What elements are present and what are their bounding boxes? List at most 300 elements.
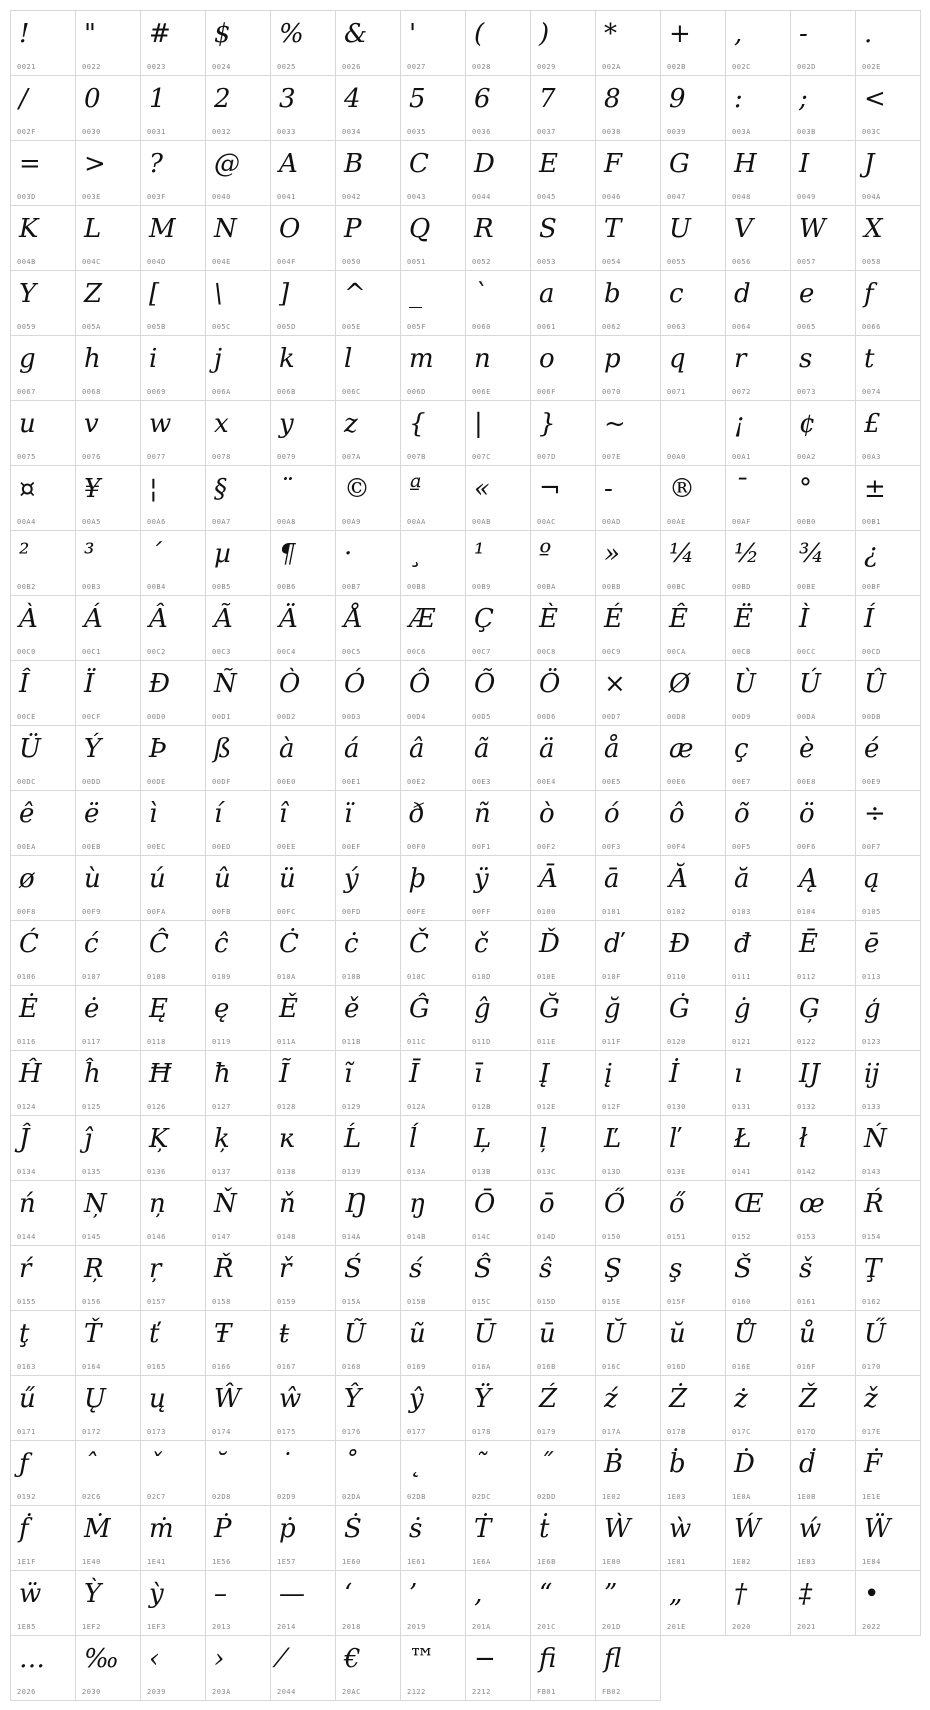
glyph-codepoint: 00F2	[537, 843, 556, 851]
glyph-character: H	[734, 149, 757, 179]
glyph-codepoint: 00FF	[472, 908, 491, 916]
glyph-character: Ż	[669, 1384, 688, 1414]
glyph-character: Ũ	[344, 1319, 366, 1349]
glyph-character: Ħ	[149, 1059, 172, 1089]
glyph-codepoint: 00C6	[407, 648, 426, 656]
glyph-character: 8	[604, 84, 621, 114]
glyph-character: ś	[409, 1254, 423, 1284]
glyph-character: Ų	[84, 1384, 106, 1414]
glyph-codepoint: 02C7	[147, 1493, 166, 1501]
glyph-cell	[466, 986, 531, 1051]
glyph-codepoint: 0141	[732, 1168, 751, 1176]
glyph-cell	[141, 206, 206, 271]
glyph-codepoint: 0049	[797, 193, 816, 201]
glyph-codepoint: 005E	[342, 323, 361, 331]
glyph-cell	[141, 271, 206, 336]
glyph-codepoint: 012F	[602, 1103, 621, 1111]
glyph-codepoint: 0032	[212, 128, 231, 136]
glyph-character: T	[604, 214, 622, 244]
glyph-codepoint: 1E02	[602, 1493, 621, 1501]
glyph-codepoint: FB01	[537, 1688, 556, 1696]
glyph-character: ﬁ	[539, 1644, 557, 1674]
glyph-codepoint: 0030	[82, 128, 101, 136]
glyph-codepoint: 0053	[537, 258, 556, 266]
glyph-codepoint: 0040	[212, 193, 231, 201]
glyph-cell	[531, 1181, 596, 1246]
glyph-character: ñ	[474, 799, 491, 829]
glyph-codepoint: 0059	[17, 323, 36, 331]
glyph-codepoint: 0178	[472, 1428, 491, 1436]
glyph-codepoint: 0072	[732, 388, 751, 396]
glyph-codepoint: 201A	[472, 1623, 491, 1631]
glyph-cell	[141, 1051, 206, 1116]
glyph-cell	[661, 1181, 726, 1246]
glyph-character: »	[604, 539, 620, 569]
glyph-cell	[856, 726, 921, 791]
glyph-cell	[76, 531, 141, 596]
glyph-cell	[726, 596, 791, 661]
glyph-cell	[726, 531, 791, 596]
glyph-cell	[271, 661, 336, 726]
glyph-codepoint: 0136	[147, 1168, 166, 1176]
glyph-cell	[206, 1441, 271, 1506]
glyph-character: ¼	[669, 539, 695, 569]
glyph-character: ĩ	[344, 1059, 353, 1089]
glyph-character: “	[539, 1579, 553, 1609]
glyph-character: Á	[84, 604, 103, 634]
glyph-cell	[141, 921, 206, 986]
glyph-codepoint: 0041	[277, 193, 296, 201]
glyph-cell	[531, 791, 596, 856]
glyph-codepoint: 0026	[342, 63, 361, 71]
glyph-character: Ř	[214, 1254, 234, 1284]
glyph-codepoint: 00C7	[472, 648, 491, 656]
glyph-codepoint: 010B	[342, 973, 361, 981]
glyph-cell	[76, 661, 141, 726]
glyph-cell	[596, 661, 661, 726]
glyph-codepoint: 0022	[82, 63, 101, 71]
glyph-codepoint: 1E0B	[797, 1493, 816, 1501]
glyph-character: Ŕ	[864, 1189, 884, 1219]
glyph-codepoint: 010A	[277, 973, 296, 981]
glyph-codepoint: 0175	[277, 1428, 296, 1436]
glyph-codepoint: 0168	[342, 1363, 361, 1371]
glyph-codepoint: 0161	[797, 1298, 816, 1306]
glyph-character: ?	[149, 149, 163, 179]
glyph-cell	[11, 661, 76, 726]
glyph-character: _	[409, 279, 422, 309]
glyph-character: ë	[84, 799, 100, 829]
glyph-codepoint: 2018	[342, 1623, 361, 1631]
glyph-codepoint: 203A	[212, 1688, 231, 1696]
glyph-codepoint: 0126	[147, 1103, 166, 1111]
glyph-character: ⁄	[279, 1644, 284, 1674]
glyph-character: ŋ	[409, 1189, 426, 1219]
glyph-cell	[726, 856, 791, 921]
glyph-character: Ĵ	[19, 1124, 30, 1154]
glyph-character: c	[669, 279, 684, 309]
glyph-character: ŭ	[669, 1319, 686, 1349]
glyph-character: ṗ	[279, 1514, 296, 1544]
glyph-cell	[531, 1246, 596, 1311]
glyph-character: y	[279, 409, 294, 439]
glyph-character: 5	[409, 84, 426, 114]
glyph-codepoint: 0147	[212, 1233, 231, 1241]
glyph-character: ṡ	[409, 1514, 423, 1544]
glyph-codepoint: 014B	[407, 1233, 426, 1241]
glyph-cell	[596, 271, 661, 336]
glyph-character: &	[344, 19, 368, 49]
glyph-codepoint: 0039	[667, 128, 686, 136]
glyph-character: ¦	[149, 474, 158, 504]
glyph-codepoint: 0108	[147, 973, 166, 981]
glyph-codepoint: 1E0A	[732, 1493, 751, 1501]
glyph-cell	[791, 11, 856, 76]
glyph-cell	[401, 1571, 466, 1636]
glyph-codepoint: 0132	[797, 1103, 816, 1111]
glyph-cell	[271, 1311, 336, 1376]
glyph-character: ĉ	[214, 929, 229, 959]
glyph-codepoint: 011B	[342, 1038, 361, 1046]
glyph-character: Î	[19, 669, 30, 699]
glyph-cell	[11, 466, 76, 531]
glyph-codepoint: 00EB	[82, 843, 101, 851]
glyph-character: ŗ	[149, 1254, 162, 1284]
glyph-codepoint: 0102	[667, 908, 686, 916]
glyph-cell	[76, 11, 141, 76]
glyph-character: Ė	[19, 994, 38, 1024]
glyph-character: ċ	[344, 929, 359, 959]
glyph-cell	[336, 986, 401, 1051]
glyph-character: ĵ	[84, 1124, 93, 1154]
glyph-cell	[11, 1376, 76, 1441]
glyph-codepoint: 0069	[147, 388, 166, 396]
glyph-character: Ĩ	[279, 1059, 290, 1089]
glyph-character: ľ	[669, 1124, 680, 1154]
glyph-cell	[726, 271, 791, 336]
glyph-character: Ď	[539, 929, 560, 959]
glyph-codepoint: 0156	[82, 1298, 101, 1306]
glyph-character: Ű	[864, 1319, 886, 1349]
glyph-codepoint: 0074	[862, 388, 881, 396]
glyph-codepoint: 0163	[17, 1363, 36, 1371]
glyph-cell	[856, 401, 921, 466]
glyph-codepoint: 00ED	[212, 843, 231, 851]
glyph-cell	[11, 791, 76, 856]
glyph-codepoint: 00AA	[407, 518, 426, 526]
glyph-cell	[206, 336, 271, 401]
glyph-character: º	[539, 539, 552, 569]
glyph-codepoint: 00E4	[537, 778, 556, 786]
glyph-codepoint: 006B	[277, 388, 296, 396]
glyph-codepoint: 013E	[667, 1168, 686, 1176]
glyph-character: †	[734, 1579, 747, 1609]
glyph-character: Ŝ	[474, 1254, 492, 1284]
glyph-codepoint: 0145	[82, 1233, 101, 1241]
glyph-cell	[726, 141, 791, 206]
glyph-cell	[401, 986, 466, 1051]
glyph-character: Û	[864, 669, 886, 699]
glyph-character: ú	[149, 864, 166, 894]
glyph-codepoint: 0125	[82, 1103, 101, 1111]
glyph-cell	[726, 1571, 791, 1636]
glyph-character: Ü	[19, 734, 41, 764]
glyph-cell	[336, 1376, 401, 1441]
glyph-cell	[141, 1116, 206, 1181]
glyph-character: °	[799, 474, 812, 504]
glyph-character: -	[604, 474, 613, 504]
glyph-cell	[726, 1311, 791, 1376]
glyph-cell	[466, 921, 531, 986]
glyph-cell	[141, 1506, 206, 1571]
glyph-codepoint: 00B8	[407, 583, 426, 591]
glyph-cell	[141, 986, 206, 1051]
glyph-cell	[466, 726, 531, 791]
glyph-character: ˚	[344, 1449, 357, 1479]
glyph-cell	[271, 1441, 336, 1506]
glyph-character: Ṗ	[214, 1514, 232, 1544]
glyph-cell	[336, 336, 401, 401]
glyph-character: û	[214, 864, 231, 894]
glyph-codepoint: 007E	[602, 453, 621, 461]
glyph-character: ỳ	[149, 1579, 164, 1609]
glyph-character: ṫ	[539, 1514, 550, 1544]
glyph-cell	[856, 596, 921, 661]
glyph-codepoint: 0160	[732, 1298, 751, 1306]
glyph-codepoint: 00C0	[17, 648, 36, 656]
glyph-character: Ŧ	[214, 1319, 232, 1349]
glyph-cell	[11, 1636, 76, 1701]
glyph-codepoint: 0054	[602, 258, 621, 266]
glyph-cell	[531, 1116, 596, 1181]
glyph-codepoint: 0047	[667, 193, 686, 201]
glyph-codepoint: 0070	[602, 388, 621, 396]
glyph-cell	[271, 921, 336, 986]
glyph-cell	[856, 141, 921, 206]
glyph-cell	[661, 11, 726, 76]
glyph-character: Ú	[799, 669, 821, 699]
glyph-character: ű	[19, 1384, 36, 1414]
glyph-cell	[726, 726, 791, 791]
glyph-character: 2	[214, 84, 231, 114]
glyph-cell	[11, 271, 76, 336]
glyph-codepoint: 2021	[797, 1623, 816, 1631]
glyph-character: p	[604, 344, 621, 374]
glyph-cell	[531, 141, 596, 206]
glyph-character: X	[864, 214, 883, 244]
glyph-character: d	[734, 279, 751, 309]
glyph-character: õ	[734, 799, 750, 829]
glyph-character: ũ	[409, 1319, 426, 1349]
glyph-character: '	[409, 19, 417, 49]
glyph-codepoint: 010C	[407, 973, 426, 981]
glyph-cell	[336, 856, 401, 921]
glyph-cell	[856, 1051, 921, 1116]
glyph-character: ṁ	[149, 1514, 174, 1544]
glyph-codepoint: 0046	[602, 193, 621, 201]
glyph-cell	[726, 466, 791, 531]
glyph-character: Ġ	[669, 994, 690, 1024]
glyph-cell	[141, 1181, 206, 1246]
glyph-character: Æ	[409, 604, 436, 634]
glyph-cell	[336, 401, 401, 466]
glyph-character: Ī	[409, 1059, 420, 1089]
glyph-codepoint: 0079	[277, 453, 296, 461]
glyph-codepoint: 0154	[862, 1233, 881, 1241]
glyph-character: Ý	[84, 734, 102, 764]
glyph-codepoint: 0192	[17, 1493, 36, 1501]
glyph-codepoint: 015D	[537, 1298, 556, 1306]
glyph-cell	[596, 531, 661, 596]
glyph-character: ˆ	[84, 1449, 97, 1479]
glyph-codepoint: 0062	[602, 323, 621, 331]
glyph-cell	[661, 1506, 726, 1571]
glyph-cell	[76, 466, 141, 531]
glyph-character: ř	[279, 1254, 292, 1284]
glyph-cell	[141, 1246, 206, 1311]
glyph-character: A	[279, 149, 298, 179]
glyph-codepoint: 0137	[212, 1168, 231, 1176]
glyph-character: Ŋ	[344, 1189, 366, 1219]
glyph-character: Ù	[734, 669, 756, 699]
glyph-cell	[141, 1376, 206, 1441]
glyph-character: ġ	[734, 994, 751, 1024]
glyph-character: ß	[214, 734, 232, 764]
glyph-character: Ń	[864, 1124, 887, 1154]
glyph-cell	[76, 921, 141, 986]
glyph-cell	[531, 921, 596, 986]
glyph-cell	[596, 1116, 661, 1181]
glyph-character: R	[474, 214, 494, 244]
glyph-codepoint: 00DF	[212, 778, 231, 786]
glyph-character: ×	[604, 669, 626, 699]
glyph-character: ţ	[19, 1319, 30, 1349]
glyph-codepoint: 0060	[472, 323, 491, 331]
glyph-character: ‰	[84, 1644, 119, 1674]
glyph-codepoint: 0078	[212, 453, 231, 461]
glyph-codepoint: 0036	[472, 128, 491, 136]
glyph-cell	[336, 921, 401, 986]
glyph-character: ÷	[864, 799, 886, 829]
glyph-cell	[76, 1311, 141, 1376]
glyph-cell	[466, 206, 531, 271]
glyph-codepoint: 013D	[602, 1168, 621, 1176]
glyph-codepoint: 016F	[797, 1363, 816, 1371]
glyph-character: ™	[409, 1644, 435, 1674]
glyph-cell	[76, 336, 141, 401]
glyph-codepoint: 2026	[17, 1688, 36, 1696]
glyph-cell	[856, 531, 921, 596]
glyph-cell	[141, 726, 206, 791]
glyph-cell	[401, 661, 466, 726]
glyph-codepoint: 0165	[147, 1363, 166, 1371]
glyph-character: P	[344, 214, 362, 244]
glyph-cell	[206, 986, 271, 1051]
glyph-cell	[336, 1051, 401, 1116]
glyph-cell	[401, 1246, 466, 1311]
glyph-codepoint: 0123	[862, 1038, 881, 1046]
glyph-cell	[791, 1246, 856, 1311]
glyph-cell	[11, 1571, 76, 1636]
glyph-codepoint: 010F	[602, 973, 621, 981]
glyph-cell	[336, 76, 401, 141]
glyph-codepoint: 1EF2	[82, 1623, 101, 1631]
glyph-codepoint: 00CE	[17, 713, 36, 721]
glyph-cell	[596, 726, 661, 791]
glyph-character: Ø	[669, 669, 691, 699]
glyph-codepoint: 02DA	[342, 1493, 361, 1501]
glyph-codepoint: 013C	[537, 1168, 556, 1176]
glyph-character: Ŷ	[344, 1384, 362, 1414]
glyph-cell	[596, 1181, 661, 1246]
glyph-cell	[726, 1116, 791, 1181]
glyph-cell	[856, 76, 921, 141]
glyph-character: Ñ	[214, 669, 237, 699]
glyph-codepoint: 00B2	[17, 583, 36, 591]
glyph-character: —	[279, 1579, 305, 1609]
glyph-codepoint: 016B	[537, 1363, 556, 1371]
glyph-cell	[206, 1636, 271, 1701]
glyph-codepoint: 1E1E	[862, 1493, 881, 1501]
glyph-character: ć	[84, 929, 99, 959]
glyph-cell	[466, 76, 531, 141]
glyph-codepoint: 0038	[602, 128, 621, 136]
glyph-cell	[76, 596, 141, 661]
glyph-character: ›	[214, 1644, 225, 1674]
glyph-character: ﬂ	[604, 1644, 622, 1674]
glyph-cell	[726, 661, 791, 726]
glyph-character: Ĥ	[19, 1059, 42, 1089]
glyph-cell	[661, 76, 726, 141]
glyph-codepoint: 2212	[472, 1688, 491, 1696]
glyph-codepoint: 2013	[212, 1623, 231, 1631]
glyph-codepoint: 0100	[537, 908, 556, 916]
glyph-codepoint: 0176	[342, 1428, 361, 1436]
glyph-codepoint: 0179	[537, 1428, 556, 1436]
glyph-cell	[271, 76, 336, 141]
glyph-codepoint: 2022	[862, 1623, 881, 1631]
glyph-cell	[271, 791, 336, 856]
glyph-character: Ą	[799, 864, 818, 894]
glyph-codepoint: 0158	[212, 1298, 231, 1306]
glyph-cell	[336, 1441, 401, 1506]
glyph-character: ©	[344, 474, 370, 504]
glyph-codepoint: 00F1	[472, 843, 491, 851]
glyph-codepoint: 005D	[277, 323, 296, 331]
glyph-cell	[271, 1181, 336, 1246]
glyph-cell	[661, 1116, 726, 1181]
glyph-cell	[206, 1571, 271, 1636]
glyph-character: ó	[604, 799, 620, 829]
glyph-character: Ļ	[474, 1124, 492, 1154]
glyph-character: i	[149, 344, 158, 374]
glyph-cell	[76, 1441, 141, 1506]
glyph-cell	[726, 1181, 791, 1246]
glyph-codepoint: 1E85	[17, 1623, 36, 1631]
glyph-character: K	[19, 214, 39, 244]
glyph-cell	[336, 466, 401, 531]
glyph-cell	[336, 726, 401, 791]
glyph-character: S	[539, 214, 557, 244]
glyph-character: ã	[474, 734, 490, 764]
glyph-character: ż	[734, 1384, 748, 1414]
glyph-cell	[856, 1506, 921, 1571]
glyph-codepoint: 00F4	[667, 843, 686, 851]
glyph-codepoint: 017A	[602, 1428, 621, 1436]
glyph-codepoint: 0177	[407, 1428, 426, 1436]
glyph-character: £	[864, 409, 881, 439]
glyph-character: Ẃ	[734, 1514, 761, 1544]
